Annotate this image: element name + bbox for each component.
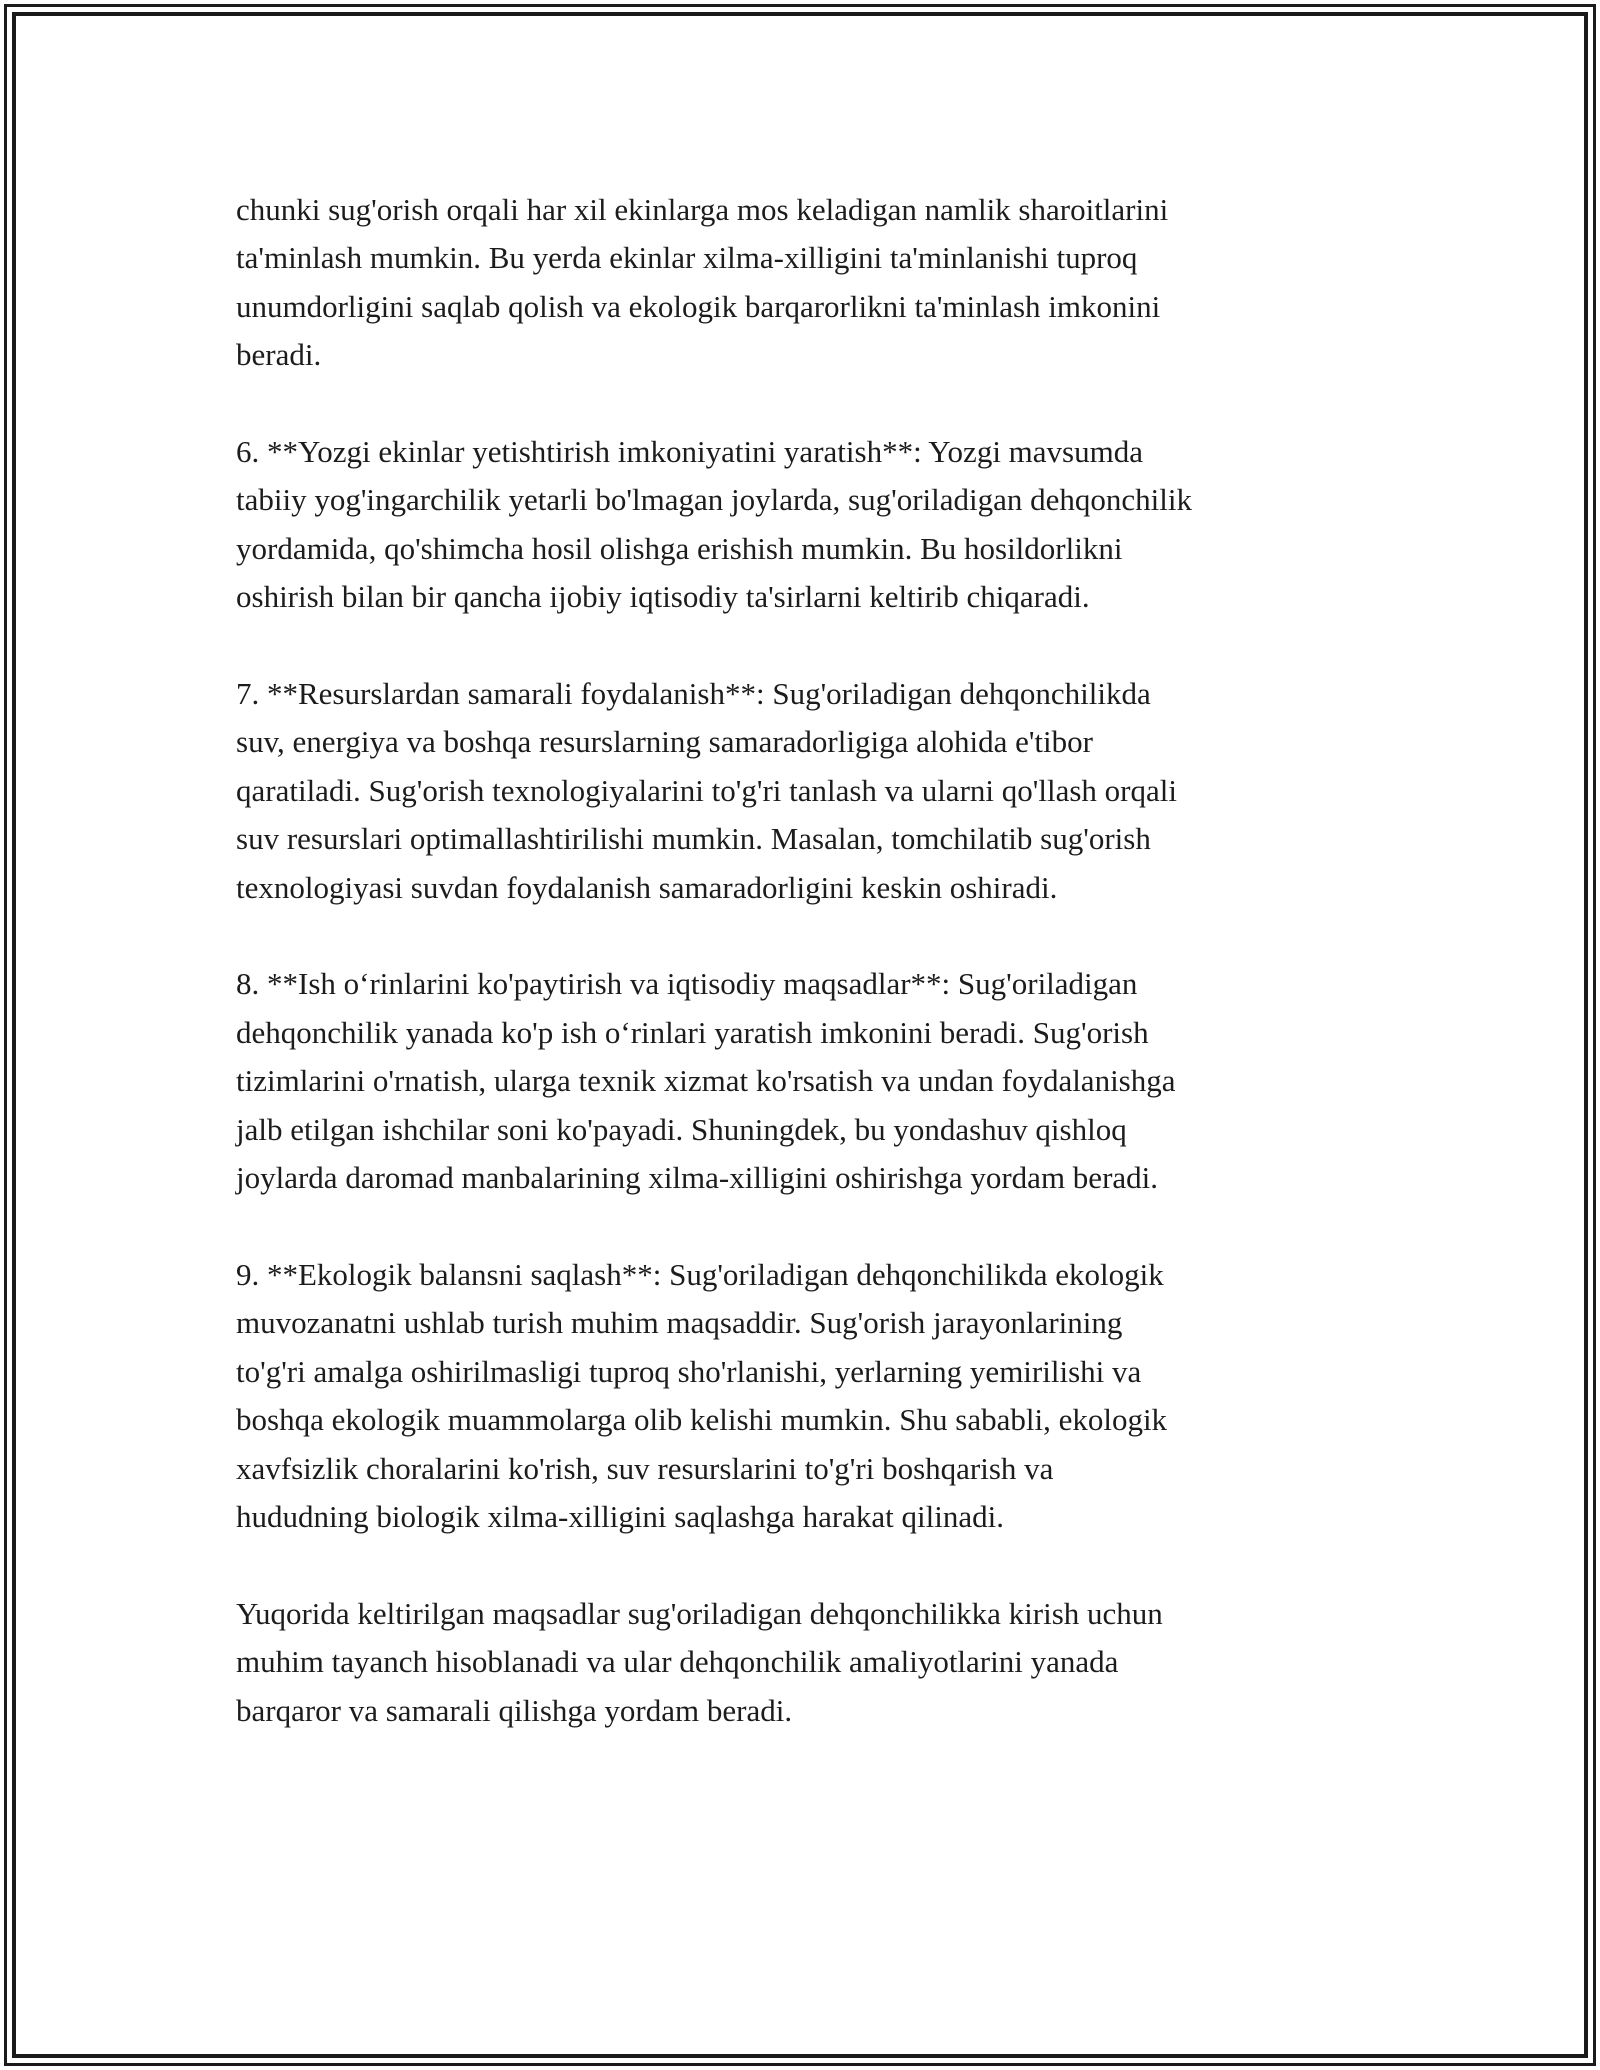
paragraph-item-9: 9. **Ekologik balansni saqlash**: Sug'oriladigan dehqonchilikda ekologik muvozanatni ushlab turish muhim maqsaddir. Sug'orish jarayonlarining to'g'ri amalga oshirilmasligi tuproq sho'rlanishi, yerlarning yemirilishi va boshqa ekologik muammolarga olib kelishi mumkin. Shu sababli, ekologik xavfsizlik choralarini ko'rish, suv resurslarini to'g'ri boshqarish va hududning biologik xilma-xilligini saqlashga harakat qilinadi. — [236, 1256, 1168, 1534]
paragraph-item-8: 8. **Ish o‘rinlarini ko'paytirish va iqtisodiy maqsadlar**: Sug'oriladigan dehqonchilik yanada ko'p ish o‘rinlari yaratish imkonini beradi. Sug'orish tizimlarini o'rnatish, ularga texnik xizmat ko'rsatish va undan foydalanishga jalb etilgan ishchilar soni ko'payadi. Shuningdek, bu yondashuv qishloq joylarda daromad manbalarining xilma-xilligini oshirishga yordam beradi. — [236, 966, 1176, 1196]
paragraph-item-7: 7. **Resurslardan samarali foydalanish**: Sug'oriladigan dehqonchilikda suv, energiya va boshqa resurslarning samaradorligiga alohida e'tibor qaratiladi. Sug'orish texnologiyalarini to'g'ri tanlash va ularni qo'llash orqali suv resurslari optimallashtirilishi mumkin. Masalan, tomchilatib sug'orish texnologiyasi suvdan foydalanish samaradorligini keskin oshiradi. — [236, 676, 1177, 905]
paragraph-item-6: 6. **Yozgi ekinlar yetishtirish imkoniyatini yaratish**: Yozgi mavsumda tabiiy yog'ingarchilik yetarli bo'lmagan joylarda, sug'oriladigan dehqonchilik yordamida, qo'shimcha hosil olishga erishish mumkin. Bu hosildorlikni oshirish bilan bir qancha ijobiy iqtisodiy ta'sirlarni keltirib chiqaradi. — [236, 434, 1192, 615]
document-body — [236, 186, 1386, 1735]
paragraph-conclusion: Yuqorida keltirilgan maqsadlar sug'oriladigan dehqonchilikka kirish uchun muhim tayanch hisoblanadi va ular dehqonchilik amaliyotlarini yanada barqaror va samarali qilishga yordam beradi. — [236, 1595, 1163, 1728]
paragraph-continuation: chunki sug'orish orqali har xil ekinlarga mos keladigan namlik sharoitlarini ta'minlash mumkin. Bu yerda ekinlar xilma-xilligini ta'minlanishi tuproq unumdorligini saqlab qolish va ekologik barqarorlikni ta'minlash imkonini beradi. — [236, 192, 1169, 373]
